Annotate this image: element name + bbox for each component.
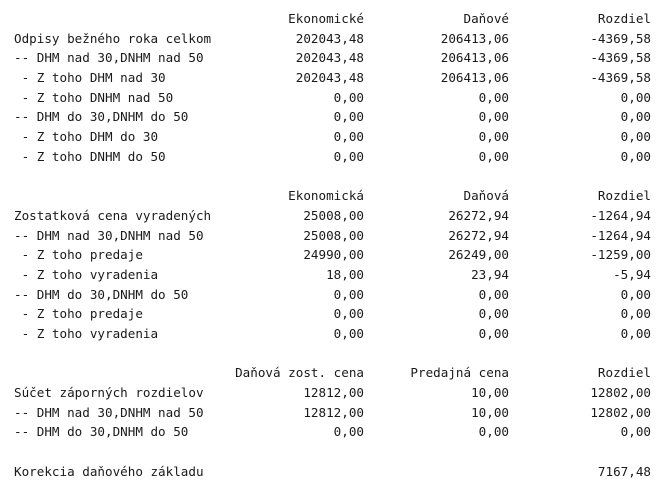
- row-value: -4369,58: [590, 50, 651, 66]
- row-value: 12802,00: [590, 404, 651, 420]
- row-value: 202043,48: [295, 50, 364, 66]
- table-row: [14, 68, 651, 88]
- row-value: 10,00: [471, 385, 509, 401]
- table-row: [14, 324, 651, 344]
- row-value: 18,00: [326, 266, 364, 282]
- row-value: 0,00: [333, 286, 364, 302]
- row-label: - Z toho predaje: [14, 306, 143, 322]
- row-value: 0,00: [478, 326, 509, 341]
- row-value: -5,94: [613, 266, 651, 282]
- row-value: Ekonomické: [288, 11, 364, 26]
- row-value: 0,00: [333, 109, 364, 125]
- row-label: [14, 9, 214, 29]
- row-value: 0,00: [333, 129, 364, 145]
- row-value: 0,00: [620, 424, 651, 440]
- row-value: 26272,94: [448, 207, 509, 223]
- row-value: -1264,94: [590, 227, 651, 243]
- row-value: 0,00: [620, 89, 651, 105]
- row-label: - Z toho vyradenia: [14, 266, 159, 282]
- table-row: [14, 48, 651, 68]
- table-row: [14, 107, 651, 127]
- table-row: [14, 422, 651, 442]
- row-value: Ekonomická: [288, 188, 364, 204]
- row-value: 0,00: [620, 109, 651, 125]
- table-row: [14, 383, 651, 403]
- row-label: Zostatková cena vyradených: [14, 207, 212, 223]
- row-value: 0,00: [620, 306, 651, 322]
- row-label: -- DHM do 30,DNHM do 50: [14, 286, 189, 302]
- section-spacer: [14, 167, 651, 187]
- total-label: Korekcia daňového základu: [14, 463, 204, 479]
- row-label: -- DHM nad 30,DNHM nad 50: [14, 50, 204, 66]
- row-label: [14, 363, 214, 383]
- section-header: [14, 186, 651, 206]
- row-value: 206413,06: [440, 70, 509, 86]
- table-row: [14, 265, 651, 285]
- table-row: [14, 245, 651, 265]
- row-value: -4369,58: [590, 30, 651, 46]
- row-value: 206413,06: [440, 50, 509, 66]
- row-value: 0,00: [478, 424, 509, 440]
- table-row: [14, 304, 651, 324]
- row-value: 206413,06: [440, 30, 509, 46]
- row-label: - Z toho DNHM nad 50: [14, 89, 174, 105]
- table-row: [14, 285, 651, 305]
- row-value: Daňová: [463, 188, 509, 204]
- report-section: [14, 186, 651, 344]
- section-spacer: [14, 442, 651, 462]
- section-spacer: [14, 344, 651, 364]
- table-row: [14, 206, 651, 226]
- row-label: - Z toho DHM do 30: [14, 129, 159, 145]
- row-value: Rozdiel: [597, 11, 651, 26]
- row-value: Rozdiel: [597, 365, 651, 381]
- row-label: -- DHM do 30,DNHM do 50: [14, 424, 189, 440]
- row-value: 12802,00: [590, 385, 651, 401]
- row-value: 25008,00: [303, 227, 364, 243]
- row-value: 0,00: [478, 306, 509, 322]
- row-value: 23,94: [471, 266, 509, 282]
- row-label: Odpisy bežného roka celkom: [14, 30, 212, 46]
- row-value: 12812,00: [303, 404, 364, 420]
- row-label: -- DHM nad 30,DNHM nad 50: [14, 227, 204, 243]
- row-label: - Z toho DHM nad 30: [14, 70, 166, 86]
- row-value: 0,00: [478, 129, 509, 145]
- row-value: 0,00: [620, 148, 651, 164]
- report-section: [14, 9, 651, 167]
- row-value: 26272,94: [448, 227, 509, 243]
- row-value: Daňová zost. cena: [235, 365, 364, 381]
- table-row: [14, 147, 651, 167]
- table-row: [14, 226, 651, 246]
- row-value: 0,00: [478, 109, 509, 125]
- row-value: 0,00: [333, 326, 364, 341]
- table-row: [14, 29, 651, 49]
- row-value: 0,00: [333, 148, 364, 164]
- row-value: -1264,94: [590, 207, 651, 223]
- row-value: 24990,00: [303, 247, 364, 263]
- row-value: 202043,48: [295, 30, 364, 46]
- row-value: 0,00: [620, 129, 651, 145]
- row-label: - Z toho DNHM do 50: [14, 148, 166, 164]
- row-label: -- DHM do 30,DNHM do 50: [14, 109, 189, 125]
- row-label: - Z toho predaje: [14, 247, 143, 263]
- tax-correction-report: [14, 9, 651, 482]
- row-value: 0,00: [333, 89, 364, 105]
- row-value: 25008,00: [303, 207, 364, 223]
- row-value: -1259,00: [590, 247, 651, 263]
- row-value: 0,00: [478, 89, 509, 105]
- section-header: [14, 9, 651, 29]
- row-value: 0,00: [333, 306, 364, 322]
- row-value: 26249,00: [448, 247, 509, 263]
- row-value: 0,00: [478, 148, 509, 164]
- row-value: 0,00: [333, 424, 364, 440]
- row-value: 202043,48: [295, 70, 364, 86]
- report-section: [14, 363, 651, 442]
- table-row: [14, 403, 651, 423]
- total-value: 7167,48: [597, 463, 651, 479]
- row-label: - Z toho vyradenia: [14, 326, 159, 341]
- section-header: [14, 363, 651, 383]
- row-value: 0,00: [620, 326, 651, 341]
- row-value: 0,00: [620, 286, 651, 302]
- row-label: -- DHM nad 30,DNHM nad 50: [14, 404, 204, 420]
- row-value: 12812,00: [303, 385, 364, 401]
- row-label: Súčet záporných rozdielov: [14, 385, 204, 401]
- row-value: -4369,58: [590, 70, 651, 86]
- total-row: [14, 462, 651, 482]
- row-value: Rozdiel: [597, 188, 651, 204]
- row-value: 0,00: [478, 286, 509, 302]
- row-value: 10,00: [471, 404, 509, 420]
- table-row: [14, 127, 651, 147]
- table-row: [14, 88, 651, 108]
- row-value: Predajná cena: [410, 365, 509, 381]
- row-label: [14, 186, 214, 206]
- row-value: Daňové: [463, 11, 509, 26]
